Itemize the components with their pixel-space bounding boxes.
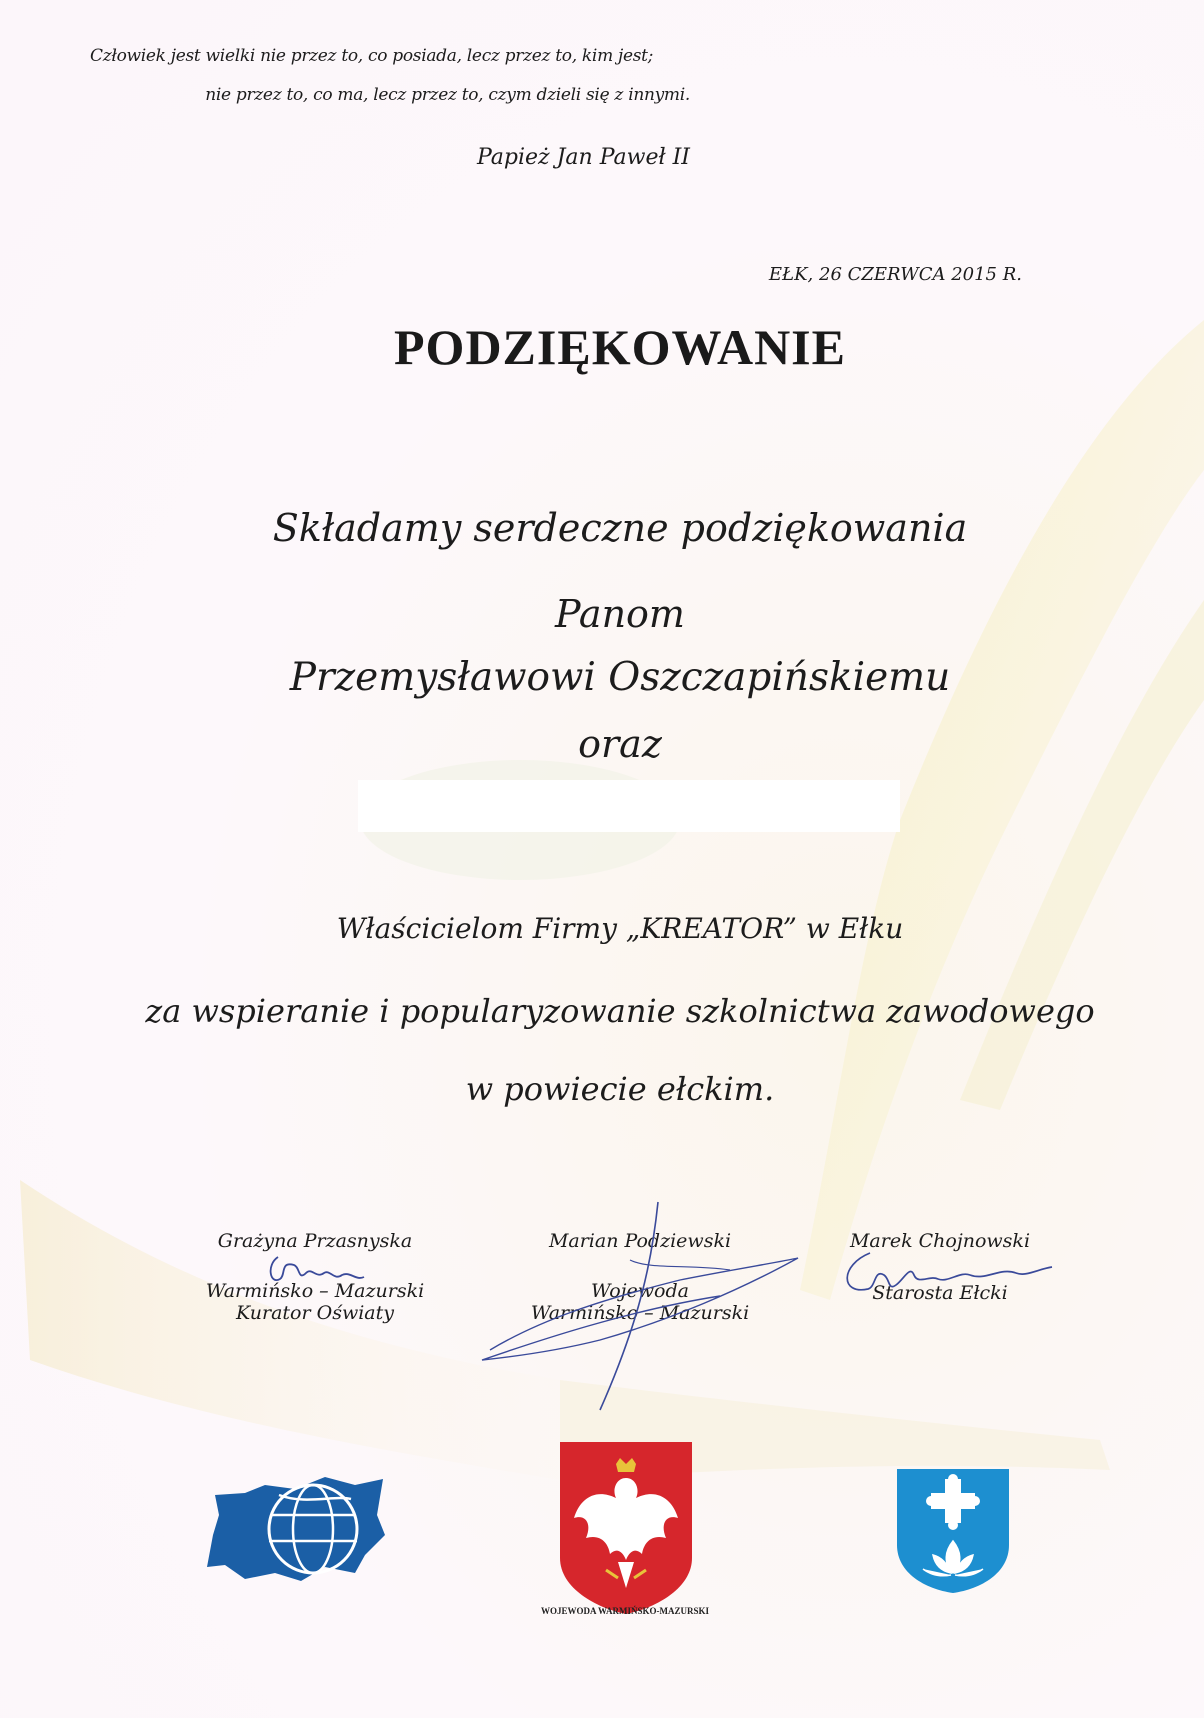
powiat-elcki-coat-of-arms-icon	[893, 1465, 1013, 1595]
reason-line-1: za wspieranie i popularyzowanie szkolnictwa zawodowego	[145, 992, 1095, 1030]
recipient-name: Przemysławowi Oszczapińskiemu	[289, 655, 951, 700]
company-line: Właścicielom Firmy „KREATOR” w Ełku	[336, 912, 904, 945]
emblem-caption: WOJEWODA WARMIŃSKO-MAZURSKI	[540, 1606, 710, 1616]
signatory-role: Warmińsko – Mazurski	[205, 1280, 425, 1302]
signatory-name: Marek Chojnowski	[849, 1230, 1031, 1252]
signatory-name: Marian Podziewski	[548, 1230, 732, 1252]
certificate-date: EŁK, 26 CZERWCA 2015 R.	[768, 264, 1022, 285]
signatory-name: Grażyna Przasnyska	[217, 1230, 413, 1252]
certificate-title: PODZIĘKOWANIE	[394, 319, 846, 375]
signatory-role: Wojewoda	[590, 1280, 689, 1302]
body-line-1: Składamy serdeczne podziękowania	[272, 506, 968, 550]
handwritten-signature-left	[260, 1255, 380, 1295]
quote-line-2: nie przez to, co ma, lecz przez to, czym dzieli się z innymi.	[205, 85, 690, 105]
body-line-4: oraz	[578, 722, 662, 766]
reason-line-2: w powiecie ełckim.	[465, 1070, 775, 1108]
handwritten-signature-right	[830, 1245, 1060, 1305]
quote-line-1: Człowiek jest wielki nie przez to, co posiada, lecz przez to, kim jest;	[90, 46, 654, 66]
handwritten-signature-middle	[480, 1200, 810, 1420]
signatory-role: Warmińsko – Mazurski	[530, 1302, 750, 1324]
quote-author: Papież Jan Paweł II	[476, 145, 690, 170]
polish-eagle-emblem-icon	[556, 1438, 696, 1618]
signatory-role: Starosta Ełcki	[872, 1282, 1008, 1304]
body-line-2: Panom	[555, 592, 685, 636]
redacted-name-block	[358, 780, 900, 832]
signatory-role: Kurator Oświaty	[236, 1302, 394, 1324]
kurator-oswiaty-logo-icon	[205, 1455, 395, 1590]
